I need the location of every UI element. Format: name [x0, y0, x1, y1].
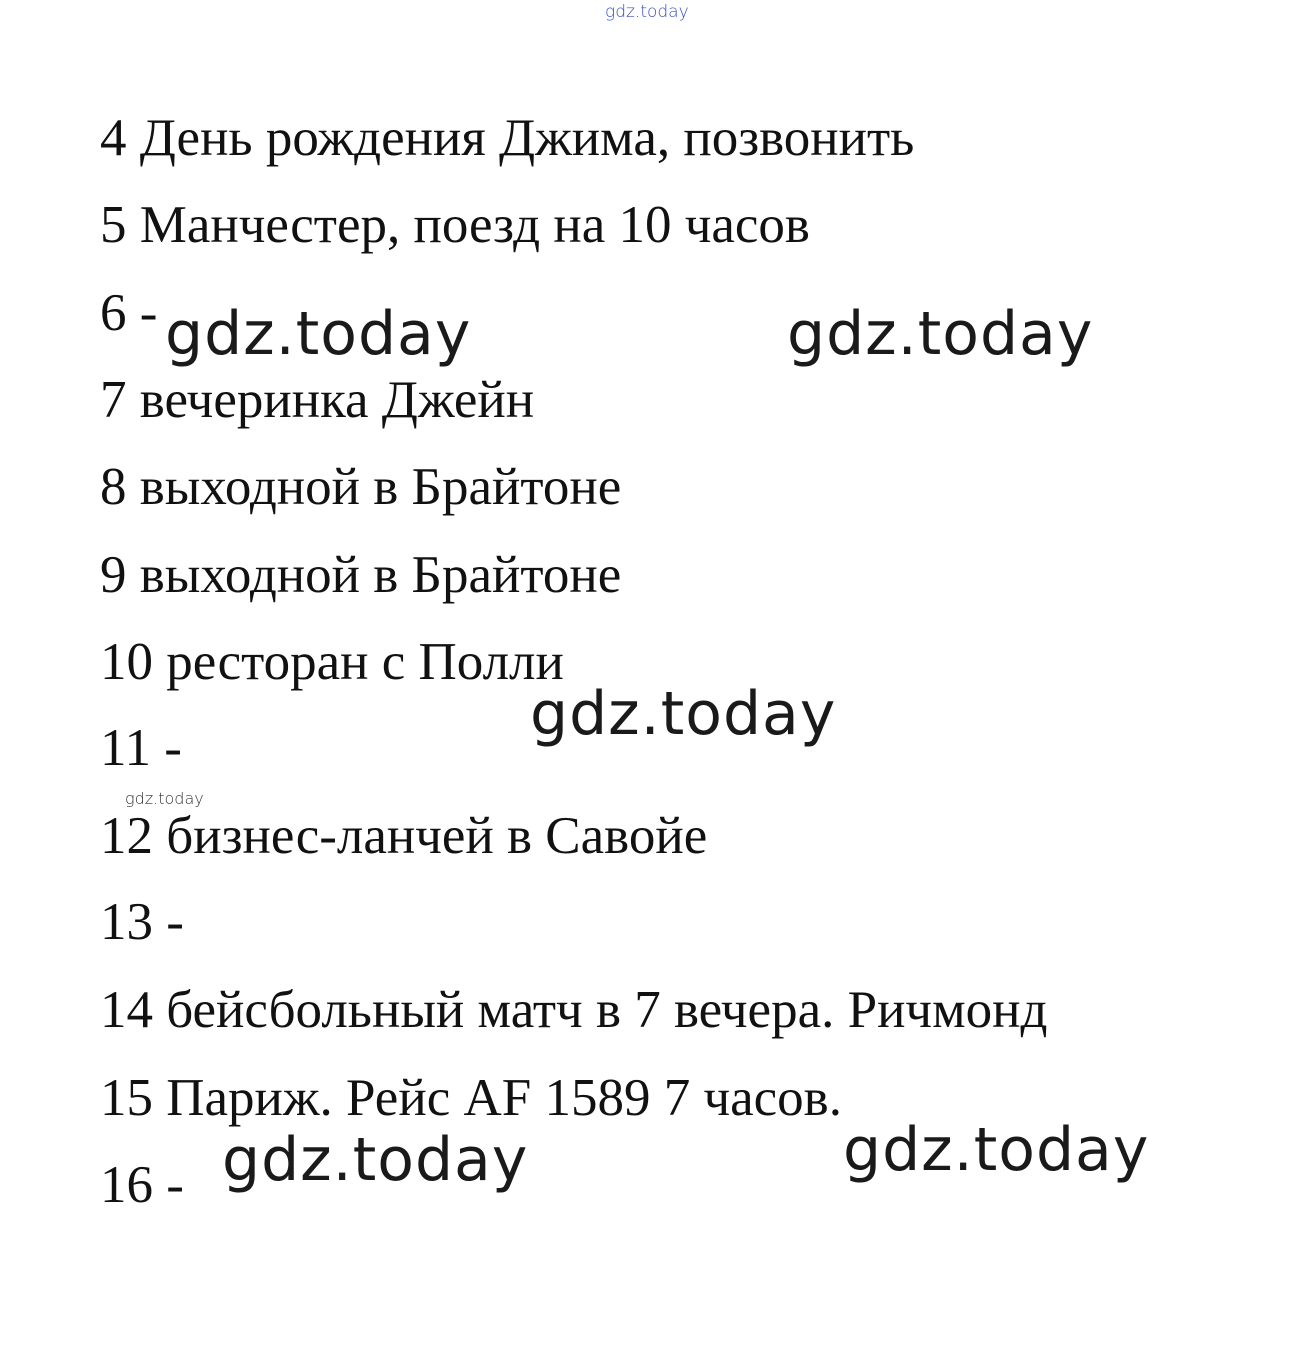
watermark: gdz.today	[787, 299, 1094, 369]
list-item: 15 Париж. Рейс AF 1589 7 часов.	[100, 1069, 842, 1127]
list-item: 12 бизнес-ланчей в Савойе	[100, 807, 708, 865]
watermark-small: gdz.today	[125, 789, 204, 808]
list-item: 9 выходной в Брайтоне	[100, 546, 622, 604]
list-item: 5 Манчестер, поезд на 10 часов	[100, 196, 810, 254]
list-item: 4 День рождения Джима, позвонить	[100, 109, 915, 167]
watermark: gdz.today	[165, 299, 472, 369]
list-item: 13 -	[100, 893, 184, 951]
list-item: 16 -	[100, 1156, 184, 1214]
list-item: 11 -	[100, 719, 182, 777]
list-item: 8 выходной в Брайтоне	[100, 458, 622, 516]
list-item: 10 ресторан с Полли	[100, 633, 564, 691]
list-item: 7 вечеринка Джейн	[100, 371, 535, 429]
list-item: 14 бейсбольный матч в 7 вечера. Ричмонд	[100, 981, 1048, 1039]
watermark: gdz.today	[843, 1115, 1150, 1185]
list-item: 6 -	[100, 284, 158, 342]
watermark: gdz.today	[222, 1125, 529, 1195]
watermark-top: gdz.today	[605, 2, 689, 22]
watermark: gdz.today	[530, 679, 837, 749]
